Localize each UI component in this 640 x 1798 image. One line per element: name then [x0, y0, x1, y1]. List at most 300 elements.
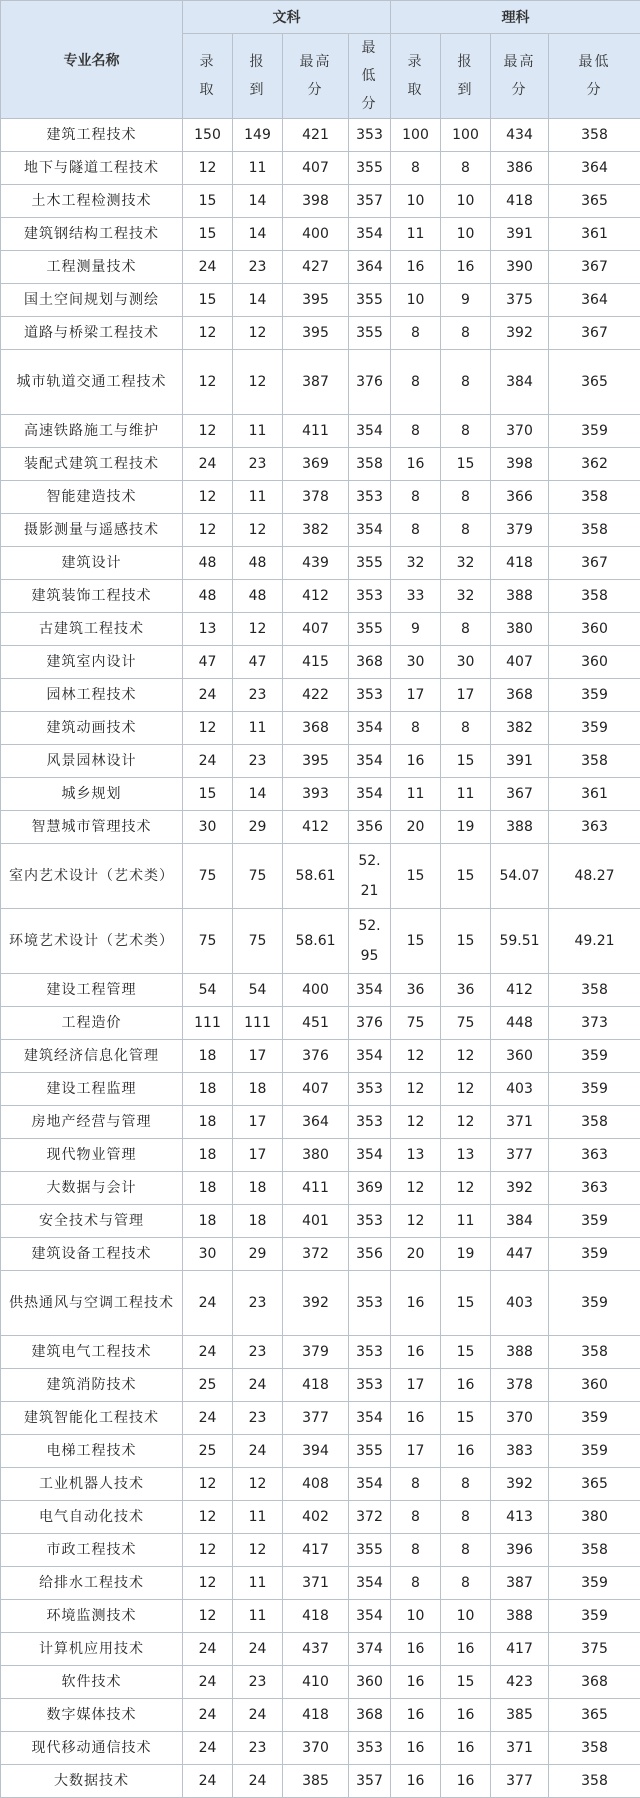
- wen-enrolled-cell: 149: [233, 119, 283, 152]
- li-lowest-cell: 380: [549, 1501, 640, 1534]
- table-row: [1, 1073, 640, 1106]
- major-name-cell: 市政工程技术: [1, 1534, 183, 1567]
- wen-highest-cell: 377: [283, 1402, 349, 1435]
- wen-highest-cell: 418: [283, 1699, 349, 1732]
- li-lowest-cell: 359: [549, 1238, 640, 1271]
- li-highest-cell: 418: [491, 185, 549, 218]
- li-admitted-cell: 16: [391, 1271, 441, 1336]
- wen-lowest-cell: 353: [349, 481, 391, 514]
- wen-lowest-cell: 357: [349, 1765, 391, 1798]
- li-admitted-cell: 8: [391, 317, 441, 350]
- wen-admitted-cell: 18: [183, 1205, 233, 1238]
- wen-highest-cell: 398: [283, 185, 349, 218]
- li-enrolled-cell: 15: [441, 1666, 491, 1699]
- major-name-cell: 环境监测技术: [1, 1600, 183, 1633]
- li-admitted-cell: 16: [391, 1732, 441, 1765]
- wen-lowest-cell: 355: [349, 284, 391, 317]
- wen-enrolled-cell: 23: [233, 251, 283, 284]
- wen-admitted-cell: 12: [183, 415, 233, 448]
- wen-admitted-cell: 12: [183, 1501, 233, 1534]
- li-lowest-cell: 367: [549, 251, 640, 284]
- li-enrolled-cell: 8: [441, 613, 491, 646]
- wen-enrolled-cell: 11: [233, 481, 283, 514]
- table-row: [1, 1271, 640, 1336]
- li-highest-cell: 403: [491, 1073, 549, 1106]
- wen-lowest-cell: 354: [349, 415, 391, 448]
- wen-highest-cell: 451: [283, 1007, 349, 1040]
- li-admitted-cell: 13: [391, 1139, 441, 1172]
- li-admitted-cell: 12: [391, 1205, 441, 1238]
- li-enrolled-cell: 16: [441, 1369, 491, 1402]
- li-admitted-cell: 100: [391, 119, 441, 152]
- li-lowest-cell: 358: [549, 974, 640, 1007]
- table-row: [1, 481, 640, 514]
- wen-lowest-cell: 354: [349, 514, 391, 547]
- li-lowest-cell: 358: [549, 481, 640, 514]
- wen-admitted-cell: 12: [183, 350, 233, 415]
- li-lowest-cell: 358: [549, 1765, 640, 1798]
- li-highest-cell: 392: [491, 1468, 549, 1501]
- li-highest-cell: 384: [491, 1205, 549, 1238]
- li-admitted-cell: 16: [391, 1765, 441, 1798]
- table-row: [1, 1106, 640, 1139]
- li-admitted-cell: 16: [391, 1336, 441, 1369]
- wen-highest-cell: 58.61: [283, 844, 349, 909]
- table-row: [1, 778, 640, 811]
- li-admitted-cell: 8: [391, 1468, 441, 1501]
- table-row: [1, 547, 640, 580]
- wen-highest-cell: 369: [283, 448, 349, 481]
- wen-enrolled-cell: 12: [233, 514, 283, 547]
- wen-enrolled-cell: 17: [233, 1106, 283, 1139]
- li-lowest-cell: 373: [549, 1007, 640, 1040]
- major-name-cell: 建筑室内设计: [1, 646, 183, 679]
- major-name-cell: 现代物业管理: [1, 1139, 183, 1172]
- wen-admitted-cell: 48: [183, 580, 233, 613]
- wen-admitted-cell: 12: [183, 1600, 233, 1633]
- li-lowest-cell: 375: [549, 1633, 640, 1666]
- wen-enrolled-cell: 18: [233, 1172, 283, 1205]
- wen-highest-cell: 387: [283, 350, 349, 415]
- major-name-cell: 供热通风与空调工程技术: [1, 1271, 183, 1336]
- li-lowest-cell: 365: [549, 185, 640, 218]
- wen-admitted-cell: 12: [183, 1468, 233, 1501]
- wen-admitted-cell: 24: [183, 745, 233, 778]
- col-header-admitted: 录取: [183, 34, 233, 119]
- wen-lowest-cell: 354: [349, 1468, 391, 1501]
- li-enrolled-cell: 15: [441, 1271, 491, 1336]
- major-name-cell: 工程测量技术: [1, 251, 183, 284]
- wen-admitted-cell: 12: [183, 152, 233, 185]
- li-enrolled-cell: 16: [441, 1732, 491, 1765]
- wen-admitted-cell: 24: [183, 1765, 233, 1798]
- li-enrolled-cell: 9: [441, 284, 491, 317]
- major-name-cell: 建筑经济信息化管理: [1, 1040, 183, 1073]
- wen-highest-cell: 368: [283, 712, 349, 745]
- li-admitted-cell: 8: [391, 1567, 441, 1600]
- science-header: 理科: [391, 1, 640, 34]
- li-lowest-cell: 359: [549, 1205, 640, 1238]
- wen-enrolled-cell: 47: [233, 646, 283, 679]
- table-row: [1, 1139, 640, 1172]
- wen-enrolled-cell: 54: [233, 974, 283, 1007]
- li-highest-cell: 382: [491, 712, 549, 745]
- li-enrolled-cell: 15: [441, 1402, 491, 1435]
- li-enrolled-cell: 17: [441, 679, 491, 712]
- li-lowest-cell: 359: [549, 1040, 640, 1073]
- wen-highest-cell: 407: [283, 613, 349, 646]
- table-row: [1, 1666, 640, 1699]
- wen-enrolled-cell: 75: [233, 844, 283, 909]
- major-name-cell: 建筑工程技术: [1, 119, 183, 152]
- wen-lowest-cell: 358: [349, 448, 391, 481]
- li-enrolled-cell: 8: [441, 514, 491, 547]
- li-highest-cell: 370: [491, 1402, 549, 1435]
- li-lowest-cell: 358: [549, 1534, 640, 1567]
- wen-highest-cell: 411: [283, 415, 349, 448]
- wen-lowest-cell: 355: [349, 613, 391, 646]
- wen-admitted-cell: 25: [183, 1435, 233, 1468]
- wen-highest-cell: 400: [283, 218, 349, 251]
- wen-admitted-cell: 150: [183, 119, 233, 152]
- wen-lowest-cell: 368: [349, 646, 391, 679]
- wen-highest-cell: 58.61: [283, 909, 349, 974]
- wen-lowest-cell: 355: [349, 1534, 391, 1567]
- wen-lowest-cell: 360: [349, 1666, 391, 1699]
- table-row: [1, 679, 640, 712]
- major-name-cell: 数字媒体技术: [1, 1699, 183, 1732]
- wen-admitted-cell: 24: [183, 1336, 233, 1369]
- wen-admitted-cell: 15: [183, 284, 233, 317]
- li-highest-cell: 403: [491, 1271, 549, 1336]
- li-admitted-cell: 16: [391, 1633, 441, 1666]
- li-highest-cell: 390: [491, 251, 549, 284]
- wen-highest-cell: 417: [283, 1534, 349, 1567]
- major-name-cell: 风景园林设计: [1, 745, 183, 778]
- li-highest-cell: 378: [491, 1369, 549, 1402]
- col-header-lowest: 最低分: [349, 34, 391, 119]
- li-lowest-cell: 358: [549, 1336, 640, 1369]
- wen-highest-cell: 371: [283, 1567, 349, 1600]
- wen-enrolled-cell: 14: [233, 778, 283, 811]
- table-row: [1, 1567, 640, 1600]
- li-enrolled-cell: 8: [441, 415, 491, 448]
- wen-highest-cell: 395: [283, 284, 349, 317]
- li-highest-cell: 386: [491, 152, 549, 185]
- table-row: [1, 152, 640, 185]
- wen-highest-cell: 378: [283, 481, 349, 514]
- li-lowest-cell: 358: [549, 745, 640, 778]
- li-lowest-cell: 365: [549, 1468, 640, 1501]
- major-name-cell: 现代移动通信技术: [1, 1732, 183, 1765]
- major-name-cell: 工程造价: [1, 1007, 183, 1040]
- wen-highest-cell: 394: [283, 1435, 349, 1468]
- li-enrolled-cell: 8: [441, 712, 491, 745]
- table-row: [1, 1600, 640, 1633]
- wen-lowest-cell: 356: [349, 811, 391, 844]
- table-row: [1, 1435, 640, 1468]
- li-highest-cell: 54.07: [491, 844, 549, 909]
- table-row: [1, 284, 640, 317]
- wen-lowest-cell: 354: [349, 778, 391, 811]
- table-row: [1, 514, 640, 547]
- wen-highest-cell: 382: [283, 514, 349, 547]
- li-highest-cell: 417: [491, 1633, 549, 1666]
- wen-highest-cell: 412: [283, 811, 349, 844]
- wen-admitted-cell: 30: [183, 811, 233, 844]
- li-highest-cell: 377: [491, 1765, 549, 1798]
- li-admitted-cell: 30: [391, 646, 441, 679]
- wen-highest-cell: 427: [283, 251, 349, 284]
- wen-highest-cell: 408: [283, 1468, 349, 1501]
- wen-lowest-cell: 353: [349, 1369, 391, 1402]
- li-admitted-cell: 75: [391, 1007, 441, 1040]
- li-highest-cell: 360: [491, 1040, 549, 1073]
- li-highest-cell: 371: [491, 1106, 549, 1139]
- li-lowest-cell: 361: [549, 778, 640, 811]
- table-row: [1, 1633, 640, 1666]
- li-admitted-cell: 8: [391, 350, 441, 415]
- wen-enrolled-cell: 23: [233, 1666, 283, 1699]
- wen-lowest-cell: 353: [349, 119, 391, 152]
- li-highest-cell: 380: [491, 613, 549, 646]
- wen-highest-cell: 385: [283, 1765, 349, 1798]
- li-admitted-cell: 12: [391, 1040, 441, 1073]
- table-row: [1, 1238, 640, 1271]
- li-admitted-cell: 16: [391, 745, 441, 778]
- wen-lowest-cell: 52.95: [349, 909, 391, 974]
- li-highest-cell: 377: [491, 1139, 549, 1172]
- wen-lowest-cell: 354: [349, 1139, 391, 1172]
- wen-enrolled-cell: 23: [233, 679, 283, 712]
- wen-admitted-cell: 18: [183, 1106, 233, 1139]
- wen-lowest-cell: 354: [349, 1040, 391, 1073]
- li-admitted-cell: 8: [391, 1534, 441, 1567]
- li-enrolled-cell: 11: [441, 1205, 491, 1238]
- major-name-header: 专业名称: [1, 1, 183, 119]
- wen-enrolled-cell: 11: [233, 1501, 283, 1534]
- li-admitted-cell: 11: [391, 218, 441, 251]
- wen-highest-cell: 400: [283, 974, 349, 1007]
- wen-lowest-cell: 376: [349, 1007, 391, 1040]
- wen-lowest-cell: 372: [349, 1501, 391, 1534]
- li-admitted-cell: 8: [391, 152, 441, 185]
- li-highest-cell: 371: [491, 1732, 549, 1765]
- li-admitted-cell: 12: [391, 1172, 441, 1205]
- table-row: [1, 646, 640, 679]
- wen-lowest-cell: 354: [349, 712, 391, 745]
- li-enrolled-cell: 75: [441, 1007, 491, 1040]
- li-enrolled-cell: 19: [441, 1238, 491, 1271]
- li-highest-cell: 384: [491, 350, 549, 415]
- li-highest-cell: 413: [491, 1501, 549, 1534]
- li-enrolled-cell: 36: [441, 974, 491, 1007]
- wen-highest-cell: 418: [283, 1369, 349, 1402]
- li-enrolled-cell: 8: [441, 317, 491, 350]
- table-row: [1, 580, 640, 613]
- li-lowest-cell: 363: [549, 1139, 640, 1172]
- li-highest-cell: 418: [491, 547, 549, 580]
- wen-admitted-cell: 25: [183, 1369, 233, 1402]
- li-enrolled-cell: 8: [441, 1468, 491, 1501]
- wen-admitted-cell: 15: [183, 218, 233, 251]
- major-name-cell: 装配式建筑工程技术: [1, 448, 183, 481]
- wen-lowest-cell: 354: [349, 1402, 391, 1435]
- li-highest-cell: 388: [491, 580, 549, 613]
- wen-enrolled-cell: 23: [233, 1336, 283, 1369]
- li-lowest-cell: 359: [549, 1271, 640, 1336]
- wen-enrolled-cell: 12: [233, 350, 283, 415]
- table-row: [1, 745, 640, 778]
- li-enrolled-cell: 19: [441, 811, 491, 844]
- wen-highest-cell: 437: [283, 1633, 349, 1666]
- li-lowest-cell: 364: [549, 152, 640, 185]
- li-lowest-cell: 359: [549, 1600, 640, 1633]
- wen-admitted-cell: 13: [183, 613, 233, 646]
- major-name-cell: 古建筑工程技术: [1, 613, 183, 646]
- wen-enrolled-cell: 11: [233, 1600, 283, 1633]
- li-enrolled-cell: 32: [441, 580, 491, 613]
- li-enrolled-cell: 100: [441, 119, 491, 152]
- wen-enrolled-cell: 12: [233, 317, 283, 350]
- wen-lowest-cell: 354: [349, 974, 391, 1007]
- wen-enrolled-cell: 23: [233, 745, 283, 778]
- wen-admitted-cell: 24: [183, 1732, 233, 1765]
- wen-admitted-cell: 24: [183, 1271, 233, 1336]
- li-highest-cell: 388: [491, 1600, 549, 1633]
- wen-enrolled-cell: 11: [233, 415, 283, 448]
- wen-admitted-cell: 15: [183, 778, 233, 811]
- wen-enrolled-cell: 11: [233, 712, 283, 745]
- li-lowest-cell: 359: [549, 679, 640, 712]
- li-lowest-cell: 358: [549, 119, 640, 152]
- wen-enrolled-cell: 14: [233, 284, 283, 317]
- wen-enrolled-cell: 24: [233, 1435, 283, 1468]
- li-enrolled-cell: 8: [441, 350, 491, 415]
- table-row: [1, 1732, 640, 1765]
- wen-lowest-cell: 353: [349, 1732, 391, 1765]
- wen-enrolled-cell: 12: [233, 1534, 283, 1567]
- table-row: [1, 1369, 640, 1402]
- wen-admitted-cell: 24: [183, 448, 233, 481]
- table-row: [1, 1699, 640, 1732]
- li-admitted-cell: 8: [391, 712, 441, 745]
- major-name-cell: 建筑电气工程技术: [1, 1336, 183, 1369]
- li-lowest-cell: 359: [549, 415, 640, 448]
- li-highest-cell: 434: [491, 119, 549, 152]
- wen-enrolled-cell: 23: [233, 1402, 283, 1435]
- wen-admitted-cell: 12: [183, 1567, 233, 1600]
- table-row: [1, 317, 640, 350]
- major-name-cell: 房地产经营与管理: [1, 1106, 183, 1139]
- li-highest-cell: 412: [491, 974, 549, 1007]
- wen-admitted-cell: 24: [183, 1633, 233, 1666]
- wen-enrolled-cell: 111: [233, 1007, 283, 1040]
- major-name-cell: 建设工程管理: [1, 974, 183, 1007]
- wen-admitted-cell: 12: [183, 481, 233, 514]
- li-highest-cell: 398: [491, 448, 549, 481]
- li-highest-cell: 388: [491, 811, 549, 844]
- major-name-cell: 园林工程技术: [1, 679, 183, 712]
- wen-highest-cell: 407: [283, 1073, 349, 1106]
- wen-highest-cell: 410: [283, 1666, 349, 1699]
- major-name-cell: 计算机应用技术: [1, 1633, 183, 1666]
- table-row: [1, 1402, 640, 1435]
- wen-lowest-cell: 353: [349, 1336, 391, 1369]
- table-header: [1, 1, 640, 119]
- major-name-cell: 智能建造技术: [1, 481, 183, 514]
- li-enrolled-cell: 10: [441, 1600, 491, 1633]
- li-lowest-cell: 360: [549, 1369, 640, 1402]
- wen-admitted-cell: 54: [183, 974, 233, 1007]
- wen-admitted-cell: 12: [183, 514, 233, 547]
- wen-lowest-cell: 355: [349, 547, 391, 580]
- major-name-cell: 大数据与会计: [1, 1172, 183, 1205]
- li-admitted-cell: 12: [391, 1073, 441, 1106]
- li-highest-cell: 375: [491, 284, 549, 317]
- table-row: [1, 1040, 640, 1073]
- table-row: [1, 1007, 640, 1040]
- li-lowest-cell: 362: [549, 448, 640, 481]
- wen-lowest-cell: 364: [349, 251, 391, 284]
- col-header-highest: 最高分: [491, 34, 549, 119]
- wen-lowest-cell: 353: [349, 1106, 391, 1139]
- major-name-cell: 建筑装饰工程技术: [1, 580, 183, 613]
- li-enrolled-cell: 15: [441, 1336, 491, 1369]
- col-header-highest: 最高分: [283, 34, 349, 119]
- li-enrolled-cell: 15: [441, 745, 491, 778]
- wen-lowest-cell: 374: [349, 1633, 391, 1666]
- wen-lowest-cell: 353: [349, 1073, 391, 1106]
- table-row: [1, 415, 640, 448]
- wen-admitted-cell: 18: [183, 1073, 233, 1106]
- wen-highest-cell: 393: [283, 778, 349, 811]
- col-header-enrolled: 报到: [233, 34, 283, 119]
- li-admitted-cell: 20: [391, 811, 441, 844]
- li-highest-cell: 392: [491, 317, 549, 350]
- li-enrolled-cell: 8: [441, 1534, 491, 1567]
- major-name-cell: 国土空间规划与测绘: [1, 284, 183, 317]
- wen-highest-cell: 379: [283, 1336, 349, 1369]
- wen-enrolled-cell: 24: [233, 1369, 283, 1402]
- major-name-cell: 建筑钢结构工程技术: [1, 218, 183, 251]
- table-row: [1, 1468, 640, 1501]
- major-name-cell: 建筑设备工程技术: [1, 1238, 183, 1271]
- wen-admitted-cell: 24: [183, 1699, 233, 1732]
- li-lowest-cell: 365: [549, 1699, 640, 1732]
- li-lowest-cell: 359: [549, 1435, 640, 1468]
- li-highest-cell: 396: [491, 1534, 549, 1567]
- table-row: [1, 613, 640, 646]
- table-row: [1, 218, 640, 251]
- wen-enrolled-cell: 18: [233, 1205, 283, 1238]
- wen-lowest-cell: 376: [349, 350, 391, 415]
- li-highest-cell: 388: [491, 1336, 549, 1369]
- li-lowest-cell: 359: [549, 1073, 640, 1106]
- major-name-cell: 建筑设计: [1, 547, 183, 580]
- li-highest-cell: 368: [491, 679, 549, 712]
- wen-admitted-cell: 18: [183, 1172, 233, 1205]
- wen-enrolled-cell: 11: [233, 1567, 283, 1600]
- col-header-lowest: 最低分: [549, 34, 640, 119]
- li-admitted-cell: 8: [391, 481, 441, 514]
- li-enrolled-cell: 16: [441, 251, 491, 284]
- wen-admitted-cell: 24: [183, 251, 233, 284]
- wen-enrolled-cell: 12: [233, 613, 283, 646]
- li-highest-cell: 383: [491, 1435, 549, 1468]
- wen-highest-cell: 392: [283, 1271, 349, 1336]
- wen-admitted-cell: 111: [183, 1007, 233, 1040]
